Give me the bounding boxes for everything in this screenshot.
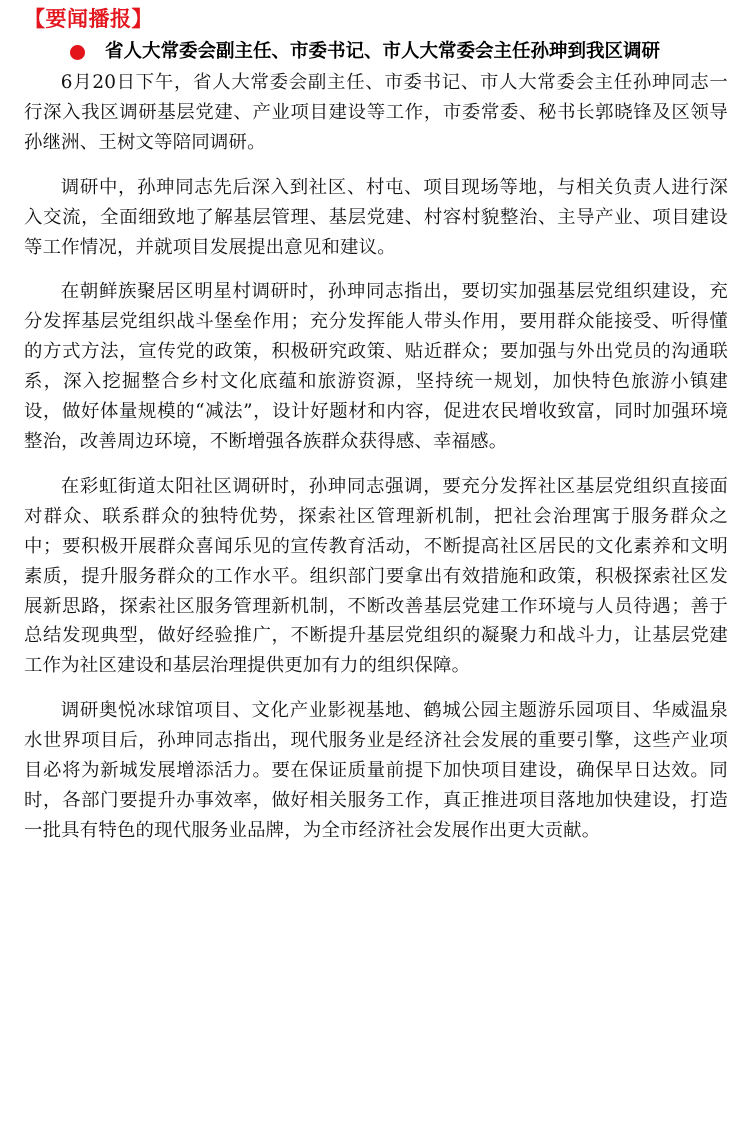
headline (24, 38, 728, 66)
paragraph: 6月20日下午，省人大常委会副主任、市委书记、市人大常委会主任孙珅同志一行深入我区调研基层党建、产业项目建设等工作，市委常委、秘书长郭晓锋及区领导孙继洲、王树文等陪同调研。 (24, 72, 728, 153)
red-bullet-icon (70, 45, 85, 60)
paragraph: 在朝鲜族聚居区明星村调研时，孙珅同志指出，要切实加强基层党组织建设，充分发挥基层党组织战斗堡垒作用；充分发挥能人带头作用，要用群众能接受、听得懂的方式方法，宣传党的政策，积极研究政策、贴近群众；要加强与外出党员的沟通联系，深入挖掘整合乡村文化底蕴和旅游资源，坚持统一规划，加快特色旅游小镇建设，做好体量规模的“减法”，设计好题材和内容，促进农民增收致富，同时加强环境整治，改善周边环境，不断增强各族群众获得感、幸福感。 (24, 281, 728, 452)
paragraph: 在彩虹街道太阳社区调研时，孙珅同志强调，要充分发挥社区基层党组织直接面对群众、联系群众的独特优势，探索社区管理新机制，把社会治理寓于服务群众之中；要积极开展群众喜闻乐见的宣传教育活动，不断提高社区居民的文化素养和文明素质，提升服务群众的工作水平。组织部门要拿出有效措施和政策，积极探索社区发展新思路，探索社区服务管理新机制，不断改善基层党建工作环境与人员待遇；善于总结发现典型，做好经验推广，不断提升基层党组织的凝聚力和战斗力，让基层党建工作为社区建设和基层治理提供更加有力的组织保障。 (24, 475, 728, 677)
headline-text: 省人大常委会副主任、市委书记、市人大常委会主任孙珅到我区调研 (105, 41, 661, 62)
paragraph: 调研奥悦冰球馆项目、文化产业影视基地、鹤城公园主题游乐园项目、华威温泉水世界项目后，孙珅同志指出，现代服务业是经济社会发展的重要引擎，这些产业项目必将为新城发展增添活力。要在保证质量前提下加快项目建设，确保早日达效。同时，各部门要提升办事效率，做好相关服务工作，真正推进项目落地加快建设，打造一批具有特色的现代服务业品牌，为全市经济社会发展作出更大贡献。 (24, 700, 728, 841)
section-tag: 【要闻播报】 (24, 7, 153, 31)
paragraph: 调研中，孙珅同志先后深入到社区、村屯、项目现场等地，与相关负责人进行深入交流，全面细致地了解基层管理、基层党建、村容村貌整治、主导产业、项目建设等工作情况，并就项目发展提出意见和建议。 (24, 176, 728, 258)
article-body (24, 68, 728, 846)
